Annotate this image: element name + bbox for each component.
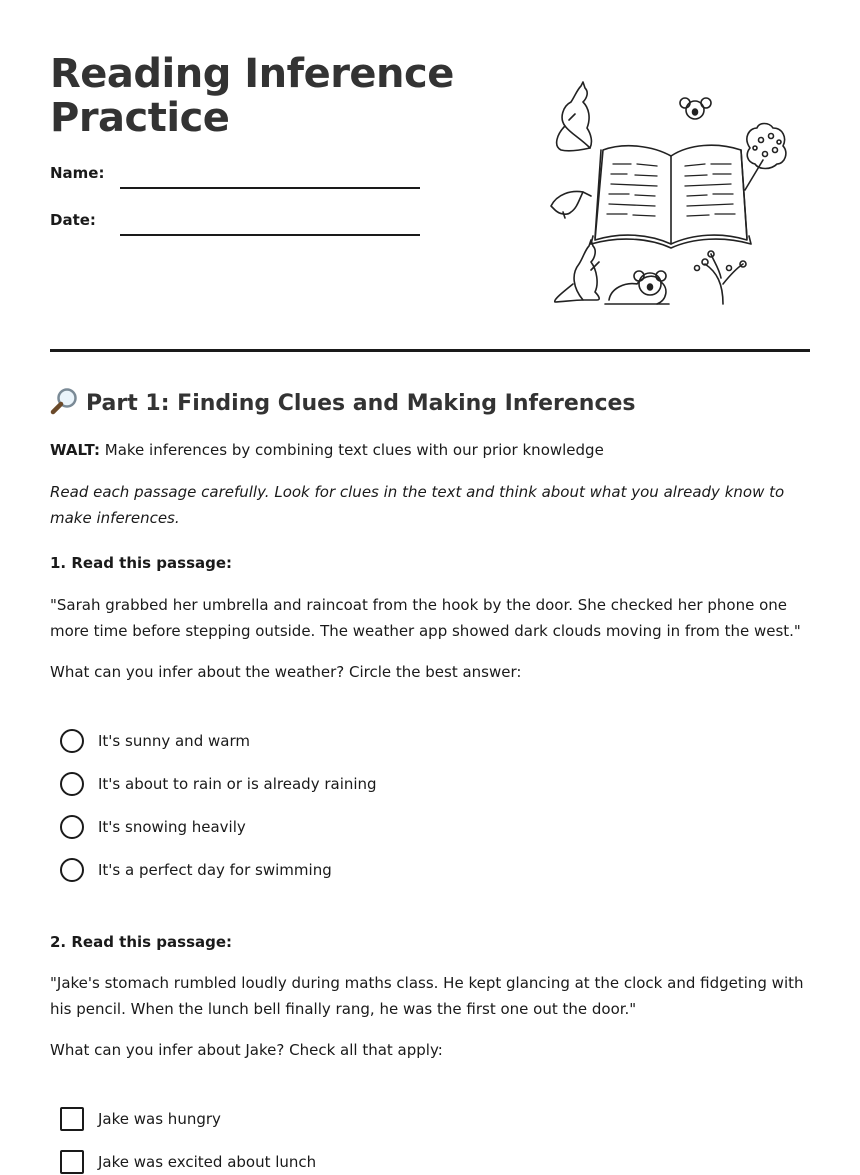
open-book-icon [591, 145, 751, 248]
sapling-icon [695, 251, 747, 304]
walt-label: WALT: [50, 441, 100, 459]
magnifying-glass-icon [50, 386, 80, 416]
radio-circle[interactable] [60, 729, 84, 753]
gum-tree-icon [745, 124, 786, 191]
kangaroo-small-icon [555, 240, 599, 302]
q2-passage: "Jake's stomach rumbled loudly during maths class. He kept glancing at the clock and fidgeting with his pencil. When the lunch bell finally rang, he was the first one out the door." [50, 974, 804, 1018]
instructions: Read each passage carefully. Look for clues in the text and think about what you already know to make inferences. [50, 483, 785, 527]
book-with-australian-animals-illustration [545, 78, 795, 310]
date-label: Date: [50, 211, 96, 229]
radio-circle[interactable] [60, 815, 84, 839]
platypus-icon [551, 192, 591, 218]
kangaroo-icon [557, 82, 592, 151]
q1-heading: 1. Read this passage: [50, 554, 233, 572]
checkbox[interactable] [60, 1150, 84, 1174]
worksheet-title: Reading Inference Practice [50, 51, 454, 141]
checkbox[interactable] [60, 1107, 84, 1131]
name-label: Name: [50, 164, 105, 182]
option-label: It's sunny and warm [98, 732, 250, 750]
radio-circle[interactable] [60, 772, 84, 796]
option-label: Jake was hungry [98, 1110, 221, 1128]
q2-heading: 2. Read this passage: [50, 933, 233, 951]
walt-line [50, 437, 810, 463]
option-label: Jake was excited about lunch [98, 1153, 317, 1171]
option-label: It's snowing heavily [98, 818, 246, 836]
part1-title [50, 386, 636, 421]
name-write-line[interactable] [120, 187, 420, 189]
q1-passage: "Sarah grabbed her umbrella and raincoat from the hook by the door. She checked her phone one more time before stepping outside. The weather app showed dark clouds moving in from the west." [50, 596, 801, 640]
radio-circle[interactable] [60, 858, 84, 882]
walt-text: Make inferences by combining text clues with our prior knowledge [104, 441, 604, 459]
q2-prompt: What can you infer about Jake? Check all that apply: [50, 1041, 443, 1059]
koala-icon [680, 98, 711, 119]
header-divider [50, 349, 810, 352]
date-write-line[interactable] [120, 234, 420, 236]
option-label: It's about to rain or is already raining [98, 775, 377, 793]
part1-title-text: Part 1: Finding Clues and Making Inferences [86, 391, 636, 416]
koala-on-branch-icon [605, 271, 669, 304]
option-label: It's a perfect day for swimming [98, 861, 332, 879]
q1-prompt: What can you infer about the weather? Circle the best answer: [50, 663, 522, 681]
